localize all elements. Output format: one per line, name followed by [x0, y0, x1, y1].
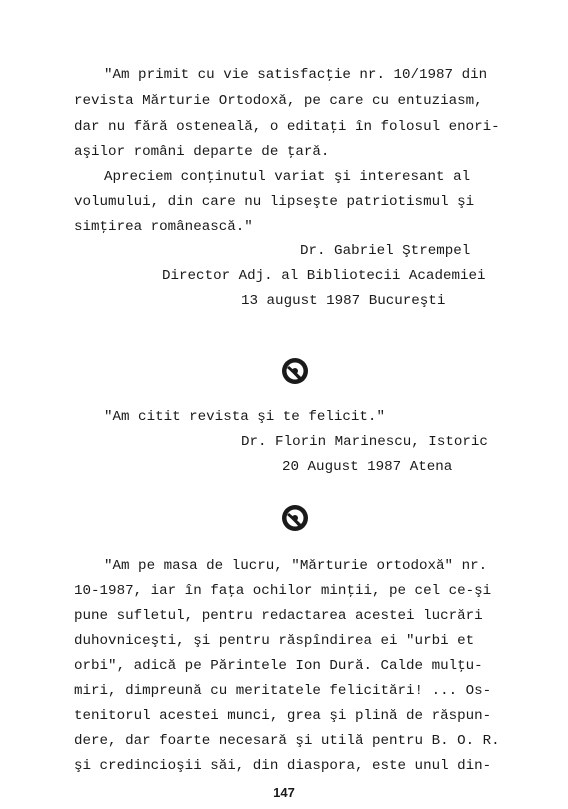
letter-line: tenitorul acestei munci, grea şi plină de răspun- [74, 708, 492, 724]
signature-name: Dr. Florin Marinescu, Istoric [241, 434, 488, 450]
signature-date: 13 august 1987 Bucureşti [241, 293, 446, 309]
signature-date: 20 August 1987 Atena [282, 459, 453, 475]
letter-line: orbi", adică pe Părintele Ion Dură. Calde mulţu- [74, 658, 483, 674]
letter-line: duhovniceşti, şi pentru răspîndirea ei "urbi et [74, 633, 475, 649]
letter-line: Apreciem conţinutul variat şi interesant al [104, 169, 471, 185]
swirl-ornament-icon [280, 503, 310, 533]
letter-line: volumului, din care nu lipseşte patriotismul şi [74, 194, 475, 210]
signature-title: Director Adj. al Bibliotecii Academiei [162, 268, 486, 284]
letter-line: dere, dar foarte necesară şi utilă pentru B. O. R. [74, 733, 500, 749]
letter-line: dar nu fără osteneală, o editaţi în folosul enori- [74, 119, 500, 135]
letter-line: miri, dimpreună cu meritatele felicitări! ... Os- [74, 683, 492, 699]
swirl-ornament-icon [280, 356, 310, 386]
letter-line: simţirea românească." [74, 219, 253, 235]
letter-line: şi credincioşii săi, din diaspora, este unul din- [74, 758, 492, 774]
letter-line: "Am citit revista şi te felicit." [104, 409, 385, 425]
letter-line: aşilor români departe de ţară. [74, 144, 330, 160]
letter-line: pune sufletul, pentru redactarea acestei lucrări [74, 608, 483, 624]
signature-name: Dr. Gabriel Ştrempel [300, 243, 471, 259]
letter-line: revista Mărturie Ortodoxă, pe care cu entuziasm, [74, 93, 483, 109]
letter-line: "Am primit cu vie satisfacţie nr. 10/1987 din [104, 67, 488, 83]
letter-line: 10-1987, iar în faţa ochilor minţii, pe cel ce-şi [74, 583, 492, 599]
letter-line: "Am pe masa de lucru, "Mărturie ortodoxă" nr. [104, 558, 488, 574]
page-number: 147 [273, 785, 295, 800]
